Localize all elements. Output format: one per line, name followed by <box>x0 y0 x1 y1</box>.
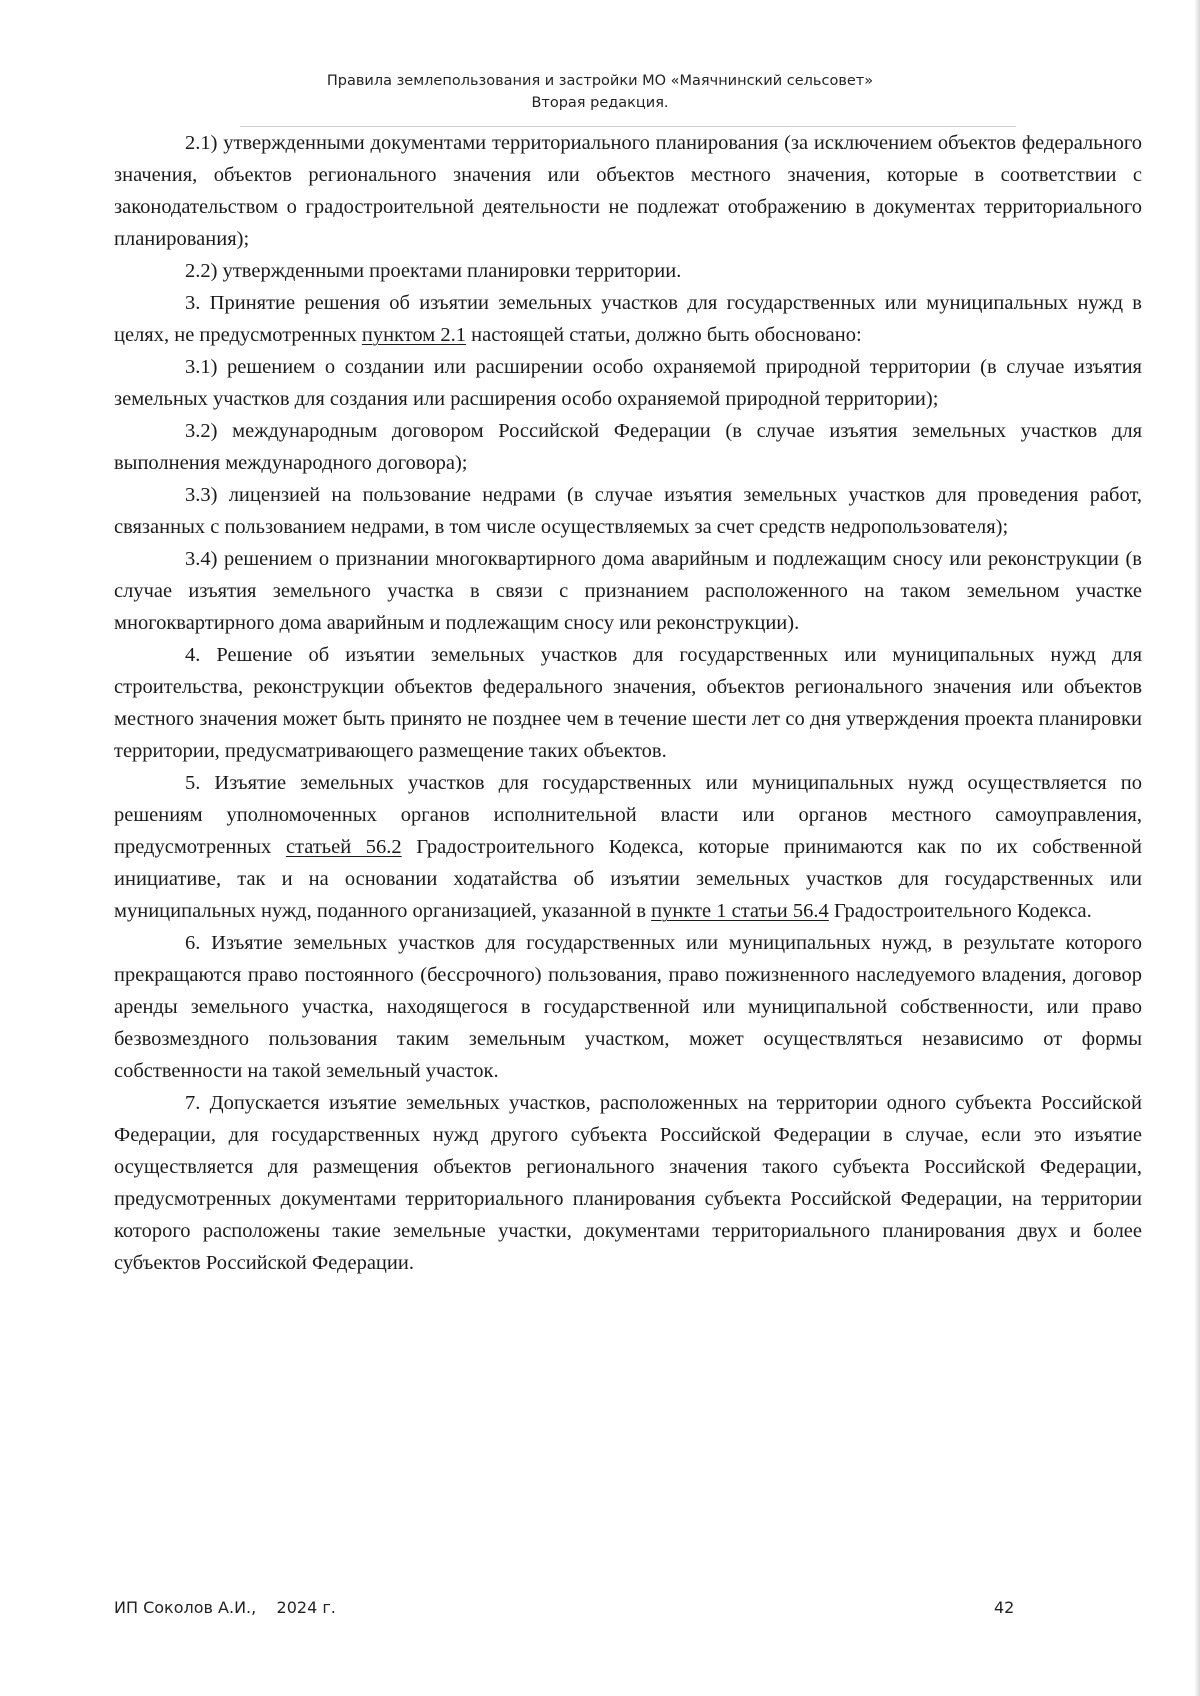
running-header <box>0 70 1200 114</box>
document-body <box>114 127 1142 1279</box>
paragraph-2-1: 2.1) утвержденными документами территориального планирования (за исключением объектов федерального значения, объектов регионального значения или объектов местного значения, которые в соответствии с законодательством о градостроительной деятельности не подлежат отображению в документах территориального планирования); <box>114 132 1142 250</box>
link-punkt-2-1[interactable]: пунктом 2.1 <box>361 324 467 346</box>
header-title: Правила землепользования и застройки МО «Маячнинский сельсовет» <box>326 73 874 89</box>
page-number: 42 <box>994 1598 1015 1617</box>
header-edition: Вторая редакция. <box>531 95 669 111</box>
paragraph-5-text-mid: Градостроительного Кодекса, которые принимаются как по их собственной инициативе, так и на основании ходатайства об изъятии земельных участков для государственных или муниципальных нужд, поданного организацией, указанной в <box>114 836 1142 922</box>
paragraph-3-text-end: настоящей статьи, должно быть обосновано: <box>466 324 862 346</box>
paragraph-3-4: 3.4) решением о признании многоквартирного дома аварийным и подлежащим сносу или реконструкции (в случае изъятия земельного участка в связи с признанием расположенного на таком земельном участке многоквартирного дома аварийным и подлежащим сносу или реконструкции). <box>114 548 1142 634</box>
link-statya-56-2[interactable]: статьей 56.2 <box>285 836 402 858</box>
paragraph-5-text-end: Градостроительного Кодекса. <box>828 900 1092 922</box>
paragraph-2-2: 2.2) утвержденными проектами планировки территории. <box>185 260 682 282</box>
paragraph-6: 6. Изъятие земельных участков для государственных или муниципальных нужд, в результате которого прекращаются право постоянного (бессрочного) пользования, право пожизненного наследуемого владения, договор аренды земельного участка, находящегося в государственной или муниципальной собственности, или право безвозмездного пользования таким земельным участком, может осуществляться независимо от формы собственности на такой земельный участок. <box>114 932 1142 1082</box>
paragraph-3-1: 3.1) решением о создании или расширении особо охраняемой природной территории (в случае изъятия земельных участков для создания или расширения особо охраняемой природной территории); <box>114 356 1142 410</box>
paragraph-5 <box>114 767 1142 927</box>
footer-author: ИП Соколов А.И., 2024 г. <box>114 1598 336 1617</box>
paragraph-7: 7. Допускается изъятие земельных участков, расположенных на территории одного субъекта Российской Федерации, для государственных нужд другого субъекта Российской Федерации в случае, если это изъятие осуществляется для размещения объектов регионального значения такого субъекта Российской Федерации, предусмотренных документами территориального планирования субъекта Российской Федерации, на территории которого расположены такие земельные участки, документами территориального планирования двух и более субъектов Российской Федерации. <box>114 1092 1142 1274</box>
paragraph-4: 4. Решение об изъятии земельных участков для государственных или муниципальных нужд для строительства, реконструкции объектов федерального значения, объектов регионального значения или объектов местного значения может быть принято не позднее чем в течение шести лет со дня утверждения проекта планировки территории, предусматривающего размещение таких объектов. <box>114 644 1142 762</box>
paragraph-3-text: 3. Принятие решения об изъятии земельных участков для государственных или муниципальных нужд в целях, не предусмотренных <box>114 292 1142 346</box>
paragraph-3 <box>114 287 1142 351</box>
paragraph-3-2: 3.2) международным договором Российской Федерации (в случае изъятия земельных участков для выполнения международного договора); <box>114 420 1142 474</box>
paragraph-3-3: 3.3) лицензией на пользование недрами (в случае изъятия земельных участков для проведения работ, связанных с пользованием недрами, в том числе осуществляемых за счет средств недропользователя); <box>114 484 1142 538</box>
page-edge-shadow <box>1194 0 1200 1696</box>
paragraph-5-text: 5. Изъятие земельных участков для государственных или муниципальных нужд осуществляется по решениям уполномоченных органов исполнительной власти или органов местного самоуправления, предусмотренных <box>114 772 1142 858</box>
link-punkt-1-statya-56-4[interactable]: пункте 1 статьи 56.4 <box>651 900 829 922</box>
